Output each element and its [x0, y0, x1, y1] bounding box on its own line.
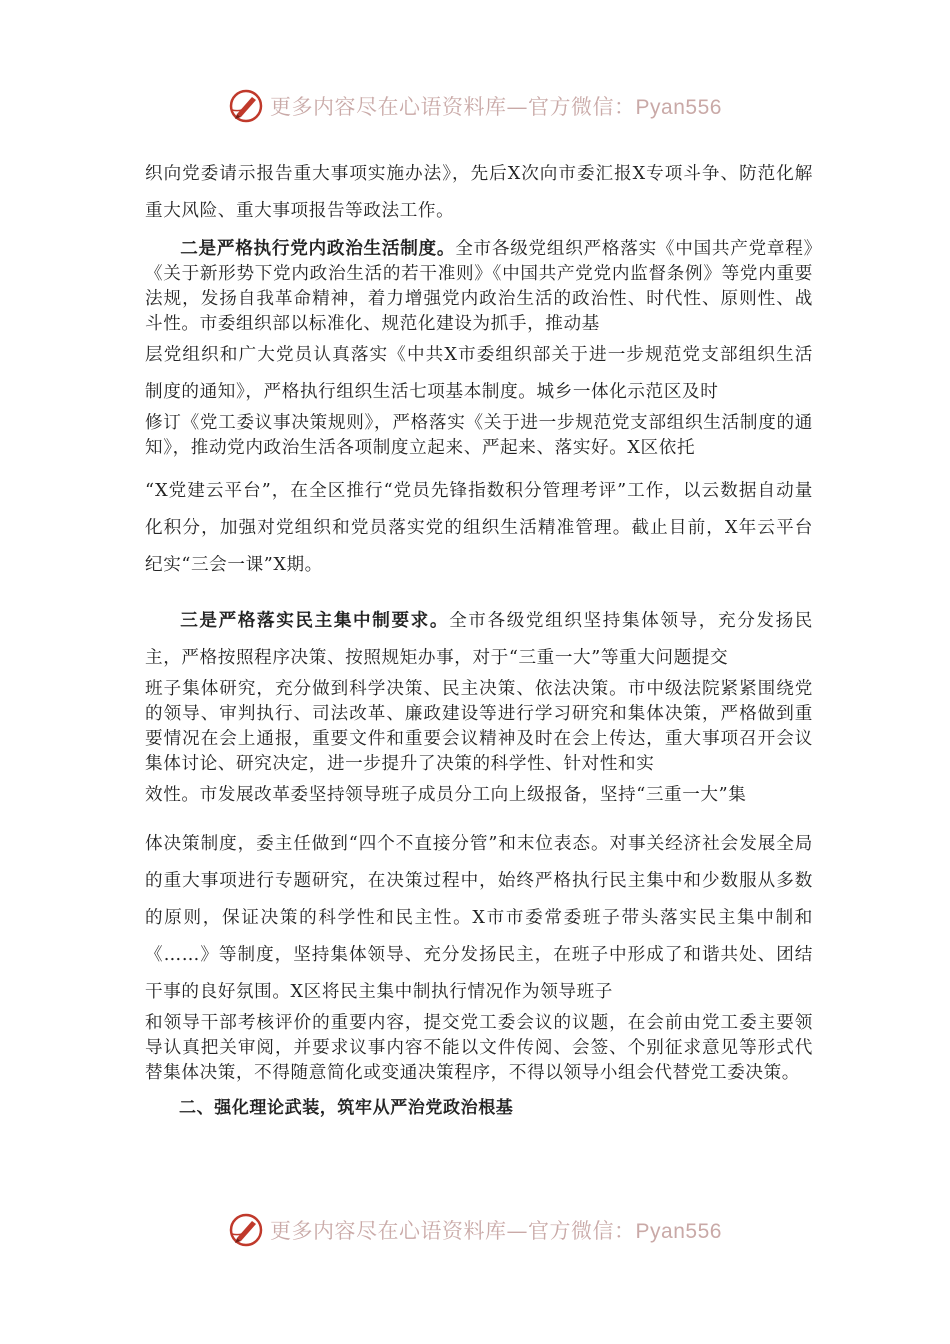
header-banner-text: 更多内容尽在心语资料库—官方微信：Pyan556 — [270, 95, 722, 119]
paragraph-democratic-part3: 效性。市发展改革委坚持领导班子成员分工向上级报备，坚持“三重一大”集 — [145, 785, 747, 805]
header-wechat-id: Pyan556 — [635, 96, 722, 119]
pen-logo-icon — [228, 88, 264, 124]
header-banner — [0, 84, 950, 128]
paragraph-democratic-part1 — [145, 602, 813, 677]
paragraph-democratic-part4: 体决策制度，委主任做到“四个不直接分管”和末位表态。对事关经济社会发展全局的重大事项进行专题研究，在决策过程中，始终严格执行民主集中和少数服从多数的原则，保证决策的科学性和民主性。X市市委常委班子带头落实民主集中制和《……》等制度，坚持集体领导、充分发扬民主，在班子中形成了和谐共处、团结干事的良好氛围。X区将民主集中制执行情况作为领导班子 — [145, 834, 813, 1002]
paragraph-text: 全市各级党组织坚持集体领导，充分发扬民主，严格按照程序决策、按照规矩办事，对于“三重一大”等重大问题提交 — [145, 611, 814, 668]
paragraph-democratic-part5: 和领导干部考核评价的重要内容，提交党工委会议的议题，在会前由党工委主要领导认真把关审阅，并要求议事内容不能以文件传阅、会签、个别征求意见等形式代替集体决策，不得随意简化或变通决策程序，不得以领导小组会代替党工委决策。 — [145, 1013, 813, 1083]
paragraph-political-life-part2: 层党组织和广大党员认真落实《中共X市委组织部关于进一步规范党支部组织生活制度的通知》，严格执行组织生活七项基本制度。城乡一体化示范区及时 — [145, 345, 813, 402]
paragraph-political-life — [145, 236, 813, 584]
paragraph-political-life-part3: 修订《党工委议事决策规则》，严格落实《关于进一步规范党支部组织生活制度的通知》，推动党内政治生活各项制度立起来、严起来、落实好。X区依托 — [145, 413, 813, 458]
paragraph-lead-democratic-centralism: 三是严格落实民主集中制要求。 — [180, 610, 450, 631]
paragraph-democratic-centralism — [145, 602, 813, 1086]
section-heading: 二、强化理论武装，筑牢从严治党政治根基 — [179, 1098, 514, 1118]
paragraph-text: 全市各级党组织严格落实《中国共产党章程》《关于新形势下党内政治生活的若干准则》《中国共产党党内监督条例》等党内重要法规，发扬自我革命精神，着力增强党内政治生活的政治性、时代性、原则性、战斗性。市委组织部以标准化、规范化建设为抓手，推动基 — [145, 239, 813, 334]
paragraph-political-life-part1 — [145, 236, 813, 337]
footer-banner-text: 更多内容尽在心语资料库—官方微信：Pyan556 — [270, 1219, 722, 1243]
document-body — [145, 156, 813, 1124]
paragraph-political-life-part4: “X党建云平台”，在全区推行“党员先锋指数积分管理考评”工作，以云数据自动量化积分，加强对党组织和党员落实党的组织生活精准管理。截止目前，X年云平台纪实“三会一课”X期。 — [145, 481, 813, 575]
paragraph-lead-political-life: 二是严格执行党内政治生活制度。 — [180, 238, 456, 259]
paragraph-continued: 织向党委请示报告重大事项实施办法》，先后X次向市委汇报X专项斗争、防范化解重大风险、重大事项报告等政法工作。 — [145, 164, 813, 221]
footer-banner — [0, 1208, 950, 1252]
paragraph-democratic-part2: 班子集体研究，充分做到科学决策、民主决策、依法决策。市中级法院紧紧围绕党的领导、审判执行、司法改革、廉政建设等进行学习研究和集体决策，严格做到重要情况在会上通报，重要文件和重要会议精神及时在会上传达，重大事项召开会议集体讨论、研究决定，进一步提升了决策的科学性、针对性和实 — [145, 679, 813, 774]
footer-wechat-id: Pyan556 — [635, 1220, 722, 1243]
pen-logo-icon — [228, 1212, 264, 1248]
